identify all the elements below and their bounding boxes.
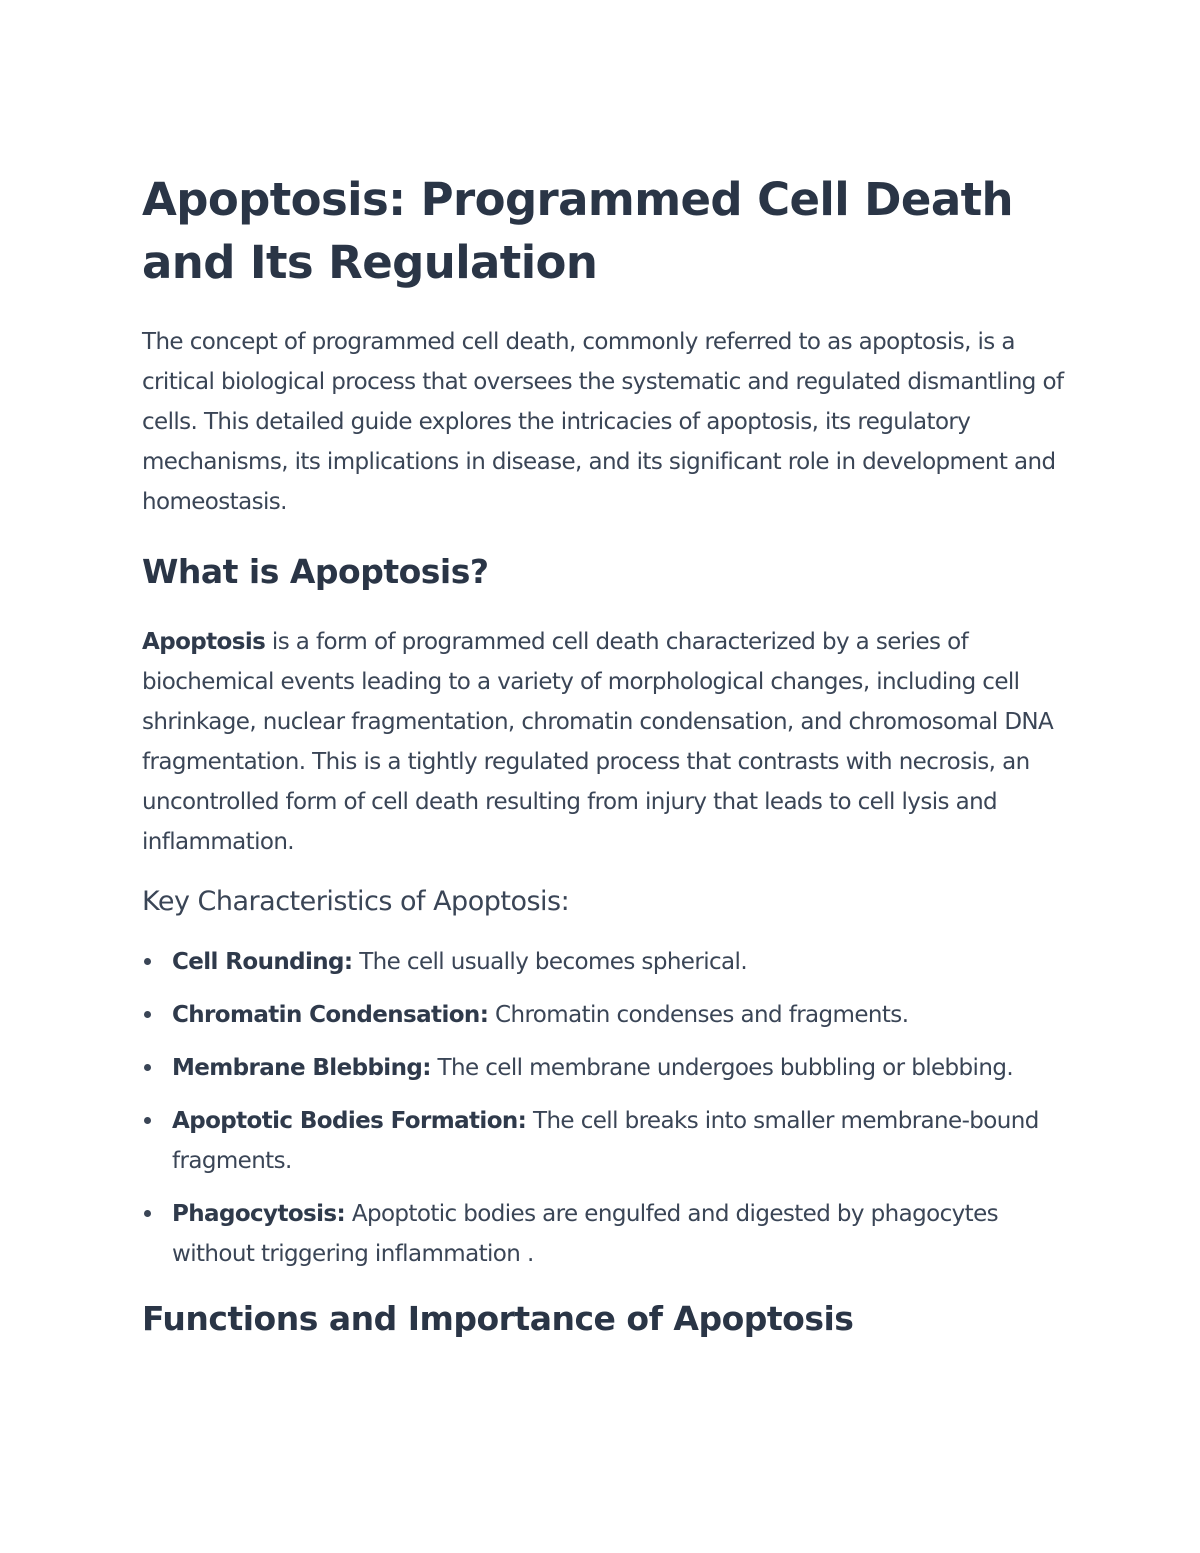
bullet-icon xyxy=(144,1011,151,1018)
list-item xyxy=(142,942,1077,982)
list-item-text: The cell usually becomes spherical. xyxy=(352,949,748,975)
section-heading-functions-importance: Functions and Importance of Apoptosis xyxy=(142,1299,854,1338)
bullet-icon xyxy=(144,1064,151,1071)
list-item-text: The cell membrane undergoes bubbling or blebbing. xyxy=(430,1055,1014,1081)
list-item xyxy=(142,1101,1077,1181)
section-heading-what-is-apoptosis: What is Apoptosis? xyxy=(142,552,489,591)
characteristics-list xyxy=(142,942,1077,1274)
list-item-term: Cell Rounding: xyxy=(172,949,353,975)
list-item-term: Membrane Blebbing: xyxy=(172,1055,431,1081)
subheading-key-characteristics: Key Characteristics of Apoptosis: xyxy=(142,886,570,917)
list-item-text: Apoptotic bodies are engulfed and digested by phagocytes without triggering inflammation . xyxy=(172,1201,999,1267)
definition-text: is a form of programmed cell death characterized by a series of biochemical events leading to a variety of morphological changes, including cell shrinkage, nuclear fragmentation, chromatin condensation, and chromosomal DNA fragmentation. This is a tightly regulated process that contrasts with necrosis, an uncontrolled form of cell death resulting from injury that leads to cell lysis and inflammation. xyxy=(142,629,1054,855)
list-item xyxy=(142,1194,1077,1274)
list-item xyxy=(142,995,1077,1035)
list-item-text: The cell breaks into smaller membrane-bound fragments. xyxy=(172,1108,1039,1174)
list-item-term: Phagocytosis: xyxy=(172,1201,346,1227)
intro-paragraph: The concept of programmed cell death, commonly referred to as apoptosis, is a critical biological process that oversees the systematic and regulated dismantling of cells. This detailed guide explores the intricacies of apoptosis, its regulatory mechanisms, its implications in disease, and its significant role in development and homeostasis. xyxy=(142,329,1064,515)
list-item-term: Apoptotic Bodies Formation: xyxy=(172,1108,527,1134)
list-item-term: Chromatin Condensation: xyxy=(172,1002,489,1028)
bullet-icon xyxy=(144,1117,151,1124)
document-title: Apoptosis: Programmed Cell Death and Its Regulation xyxy=(142,173,1013,289)
list-item xyxy=(142,1048,1077,1088)
bullet-icon xyxy=(144,1210,151,1217)
list-item-text: Chromatin condenses and fragments. xyxy=(488,1002,909,1028)
bullet-icon xyxy=(144,958,151,965)
apoptosis-definition-paragraph xyxy=(142,622,1077,862)
definition-term: Apoptosis xyxy=(142,629,266,655)
